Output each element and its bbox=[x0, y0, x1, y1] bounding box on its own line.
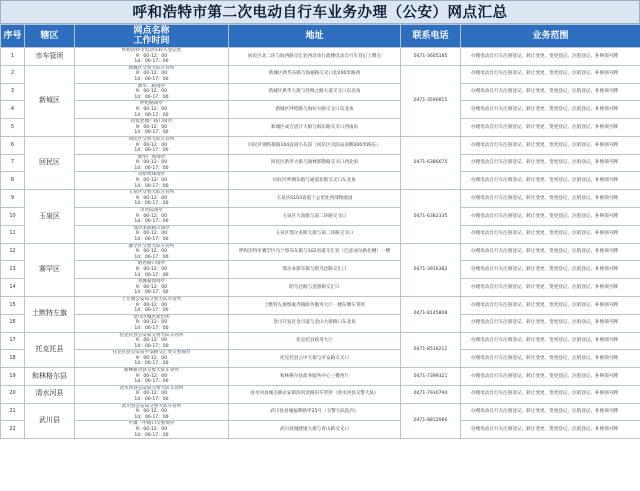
phone-cell: 0471-7399321 bbox=[401, 368, 461, 386]
outlet-name: 托克托县公安局交警大队车管所 bbox=[119, 332, 184, 338]
outlet-name: 武川县公安局交警大队车管所 bbox=[121, 403, 182, 409]
outlet-name: 玉泉区交警大队车管所 bbox=[128, 190, 175, 196]
outlet-cell bbox=[75, 332, 229, 350]
hours-am: 9：00-12：00 bbox=[135, 320, 168, 326]
outlet-cell bbox=[75, 172, 229, 190]
district-cell: 土默特左旗 bbox=[25, 296, 75, 332]
scope-cell: 办理电动自行车注册登记、转让变更、变更登记、注销登记、补换领号牌 bbox=[461, 48, 640, 66]
table-row bbox=[1, 83, 640, 101]
address-cell: 托克托县政务大厅 bbox=[229, 332, 401, 350]
outlet-name: 回民区交警大队车管所 bbox=[128, 136, 175, 142]
outlet-name: 托克托县公安局平安路交汇处交警岗亭 bbox=[112, 350, 191, 356]
scope-cell: 办理电动自行车注册登记、转让变更、变更登记、注销登记、补换领号牌 bbox=[461, 101, 640, 119]
outlet-name: 赛罕区交警大队车管所 bbox=[128, 243, 175, 249]
table-body bbox=[1, 48, 640, 439]
phone-cell: 0471-7930794 bbox=[401, 385, 461, 403]
hours-am: 9：00-12：00 bbox=[135, 213, 168, 219]
outlet-name: 金川区城区派出所 bbox=[133, 314, 170, 320]
district-cell: 玉泉区 bbox=[25, 190, 75, 243]
hours-am: 9：00-12：00 bbox=[135, 284, 168, 290]
hours-am: 9：00-12：00 bbox=[135, 391, 168, 397]
phone-cell: 0471-8518212 bbox=[401, 332, 461, 368]
hours-pm: 14：00-17：00 bbox=[134, 308, 169, 314]
district-cell: 清水河县 bbox=[25, 385, 75, 403]
address-cell: 新城区呼伦路与海拉尔路交叉口东北角 bbox=[229, 101, 401, 119]
table-row bbox=[1, 243, 640, 261]
table-header-row bbox=[1, 25, 640, 48]
address-cell: 玉泉区鄂尔多斯大街与南二环路交叉口 bbox=[229, 225, 401, 243]
outlet-name: 草原明珠岗亭 bbox=[137, 172, 166, 178]
outlet-table bbox=[0, 24, 640, 439]
row-number: 19 bbox=[1, 368, 25, 386]
scope-cell: 办理电动自行车注册登记、转让变更、变更登记、注销登记、补换领号牌 bbox=[461, 421, 640, 439]
hours-am: 9：00-12：00 bbox=[135, 231, 168, 237]
outlet-cell bbox=[75, 403, 229, 421]
hours-am: 9：00-12：00 bbox=[135, 71, 168, 77]
scope-cell: 办理电动自行车注册登记、转让变更、变更登记、注销登记、补换领号牌 bbox=[461, 314, 640, 332]
hours-am: 9：00-12：00 bbox=[135, 338, 168, 344]
table-row bbox=[1, 172, 640, 190]
row-number: 14 bbox=[1, 279, 25, 297]
district-cell: 市车管所 bbox=[25, 48, 75, 66]
table-row bbox=[1, 154, 640, 172]
hours-pm: 14：00-17：00 bbox=[134, 130, 169, 136]
address-cell: 土默特左旗察素齐镇政务服务大厅一楼东侧车管所 bbox=[229, 296, 401, 314]
table-row bbox=[1, 65, 640, 83]
phone-cell: 0471-8812066 bbox=[401, 403, 461, 439]
outlet-cell bbox=[75, 190, 229, 208]
table-row bbox=[1, 190, 640, 208]
table-row bbox=[1, 279, 640, 297]
outlet-cell bbox=[75, 279, 229, 297]
row-number: 4 bbox=[1, 101, 25, 119]
address-cell: 金川开发区金川道与金山大街路口东北角 bbox=[229, 314, 401, 332]
hours-am: 9：00-12：00 bbox=[135, 355, 168, 361]
outlet-name: 清水河县公安局交警大队车管所 bbox=[119, 385, 184, 391]
row-number: 1 bbox=[1, 48, 25, 66]
outlet-name: 呼伦路岗亭 bbox=[140, 101, 163, 107]
hours-pm: 14：00-17：00 bbox=[134, 290, 169, 296]
scope-cell: 办理电动自行车注册登记、转让变更、变更登记、注销登记、补换领号牌 bbox=[461, 190, 640, 208]
hours-pm: 14：00-17：00 bbox=[134, 112, 169, 118]
outlet-cell bbox=[75, 261, 229, 279]
outlet-name: 昭君路口岗亭 bbox=[137, 261, 166, 267]
scope-cell: 办理电动自行车注册登记、转让变更、变更登记、注销登记、补换领号牌 bbox=[461, 243, 640, 261]
header-outlet-hours: 工作时间 bbox=[133, 36, 170, 46]
scope-cell: 办理电动自行车注册登记、转让变更、变更登记、注销登记、补换领号牌 bbox=[461, 154, 640, 172]
table-row bbox=[1, 208, 640, 226]
scope-cell: 办理电动自行车注册登记、转让变更、变更登记、注销登记、补换领号牌 bbox=[461, 119, 640, 137]
table-row bbox=[1, 296, 640, 314]
address-cell: 玉泉区S103省道十公里处西部物流园 bbox=[229, 190, 401, 208]
row-number: 18 bbox=[1, 350, 25, 368]
phone-cell: 0471-6382335 bbox=[401, 190, 461, 243]
hours-am: 9：00-12：00 bbox=[135, 53, 168, 59]
scope-cell: 办理电动自行车注册登记、转让变更、变更登记、注销登记、补换领号牌 bbox=[461, 65, 640, 83]
outlet-cell bbox=[75, 154, 229, 172]
hours-pm: 14：00-17：00 bbox=[134, 325, 169, 331]
hours-am: 9：00-12：00 bbox=[135, 124, 168, 130]
district-cell: 回民区 bbox=[25, 136, 75, 189]
hours-pm: 14：00-17：00 bbox=[134, 148, 169, 154]
scope-cell: 办理电动自行车注册登记、转让变更、变更登记、注销登记、补换领号牌 bbox=[461, 385, 640, 403]
row-number: 6 bbox=[1, 136, 25, 154]
phone-cell: 0471-3605185 bbox=[401, 48, 461, 66]
outlet-cell bbox=[75, 296, 229, 314]
scope-cell: 办理电动自行车注册登记、转让变更、变更登记、注销登记、补换领号牌 bbox=[461, 332, 640, 350]
outlet-cell bbox=[75, 65, 229, 83]
outlet-name: 和林格尔县交警大队车管所 bbox=[123, 368, 180, 374]
hours-pm: 14：00-17：00 bbox=[134, 254, 169, 260]
outlet-name: 可镇一中路口交警岗亭 bbox=[128, 421, 175, 427]
outlet-name: 呼和浩特市电动车转入登记处 bbox=[121, 48, 182, 53]
outlet-cell bbox=[75, 225, 229, 243]
table-row bbox=[1, 421, 640, 439]
outlet-cell bbox=[75, 368, 229, 386]
outlet-cell bbox=[75, 136, 229, 154]
header-address: 地址 bbox=[229, 25, 401, 48]
outlet-name: 市医院岗亭 bbox=[140, 208, 163, 214]
hours-am: 9：00-12：00 bbox=[135, 195, 168, 201]
outlet-cell bbox=[75, 421, 229, 439]
row-number: 10 bbox=[1, 208, 25, 226]
table-row bbox=[1, 48, 640, 66]
outlet-cell bbox=[75, 208, 229, 226]
district-cell: 和林格尔县 bbox=[25, 368, 75, 386]
scope-cell: 办理电动自行车注册登记、转让变更、变更登记、注销登记、补换领号牌 bbox=[461, 261, 640, 279]
outlet-name: 新华广场岗亭 bbox=[137, 154, 166, 160]
address-cell: 和林格尔县政务服务中心三楼西厅 bbox=[229, 368, 401, 386]
hours-pm: 14：00-17：00 bbox=[134, 237, 169, 242]
address-cell: 新城区成吉思汗大街与海东路交叉口西南角 bbox=[229, 119, 401, 137]
address-cell: 昭乌达路与金游街交汇口 bbox=[229, 279, 401, 297]
row-number: 17 bbox=[1, 332, 25, 350]
district-cell: 赛罕区 bbox=[25, 243, 75, 296]
address-cell: 回民区新华大街与锡林郭勒路交叉口西北角 bbox=[229, 154, 401, 172]
address-cell: 新城区新华大街与丝绸之路大道交叉口东北角 bbox=[229, 83, 401, 101]
row-number: 11 bbox=[1, 225, 25, 243]
table-row bbox=[1, 350, 640, 368]
hours-pm: 14：00-17：00 bbox=[134, 432, 169, 438]
address-cell: 回民区呼钢东路与通道北街交叉口东北角 bbox=[229, 172, 401, 190]
hours-am: 9：00-12：00 bbox=[135, 160, 168, 166]
outlet-name: 土左旗公安局交警大队车管所 bbox=[121, 296, 182, 302]
page-title: 呼和浩特市第二次电动自行车业务办理（公安）网点汇总 bbox=[0, 0, 640, 24]
hours-am: 9：00-12：00 bbox=[135, 106, 168, 112]
outlet-name: 鄂尔多斯路口岗亭 bbox=[133, 225, 170, 231]
phone-cell: 0471-3916382 bbox=[401, 243, 461, 296]
header-outlet-name: 网点名称 bbox=[133, 26, 170, 36]
row-number: 7 bbox=[1, 154, 25, 172]
row-number: 9 bbox=[1, 190, 25, 208]
address-cell: 玉泉区大南街与南二环路交叉口 bbox=[229, 208, 401, 226]
row-number: 16 bbox=[1, 314, 25, 332]
outlet-cell bbox=[75, 314, 229, 332]
hours-pm: 14：00-17：00 bbox=[134, 343, 169, 349]
address-cell: 呼和浩特市赛罕区乌兰察布东街与102省道交汇处（巴彦淖尔路北侧）一楼 bbox=[229, 243, 401, 261]
outlet-cell bbox=[75, 83, 229, 101]
scope-cell: 办理电动自行车注册登记、转让变更、变更登记、注销登记、补换领号牌 bbox=[461, 225, 640, 243]
hours-pm: 14：00-17：00 bbox=[134, 59, 169, 65]
outlet-name: 新华二路岗亭 bbox=[137, 83, 166, 89]
row-number: 20 bbox=[1, 385, 25, 403]
scope-cell: 办理电动自行车注册登记、转让变更、变更登记、注销登记、补换领号牌 bbox=[461, 350, 640, 368]
hours-am: 9：00-12：00 bbox=[135, 409, 168, 415]
table-row bbox=[1, 314, 640, 332]
district-cell: 托克托县 bbox=[25, 332, 75, 368]
address-cell: 新城区新华东路与海通路交叉口北200米路西 bbox=[229, 65, 401, 83]
header-phone: 联系电话 bbox=[401, 25, 461, 48]
scope-cell: 办理电动自行车注册登记、转让变更、变更登记、注销登记、补换领号牌 bbox=[461, 368, 640, 386]
hours-pm: 14：00-17：00 bbox=[134, 76, 169, 82]
outlet-cell bbox=[75, 385, 229, 403]
address-cell: 武川县城建康大街与青山路交叉口 bbox=[229, 421, 401, 439]
row-number: 12 bbox=[1, 243, 25, 261]
hours-am: 9：00-12：00 bbox=[135, 89, 168, 95]
scope-cell: 办理电动自行车注册登记、转让变更、变更登记、注销登记、补换领号牌 bbox=[461, 208, 640, 226]
row-number: 15 bbox=[1, 296, 25, 314]
row-number: 22 bbox=[1, 421, 25, 439]
address-cell: 鄂尔多斯东街与昭乌达路交汇口 bbox=[229, 261, 401, 279]
hours-pm: 14：00-17：00 bbox=[134, 379, 169, 385]
table-row bbox=[1, 136, 640, 154]
phone-cell: 0471-8145808 bbox=[401, 296, 461, 332]
address-cell: 清水河县城关镇永安街滨河北路旧车管所（清水河县交警大队） bbox=[229, 385, 401, 403]
hours-am: 9：00-12：00 bbox=[135, 249, 168, 255]
row-number: 2 bbox=[1, 65, 25, 83]
address-cell: 武川县县城福利路甲25号（交警大队院内） bbox=[229, 403, 401, 421]
hours-pm: 14：00-17：00 bbox=[134, 165, 169, 171]
phone-cell: 0471-6386675 bbox=[401, 136, 461, 189]
row-number: 13 bbox=[1, 261, 25, 279]
hours-am: 9：00-12：00 bbox=[135, 266, 168, 272]
table-row bbox=[1, 385, 640, 403]
outlet-cell bbox=[75, 243, 229, 261]
row-number: 3 bbox=[1, 83, 25, 101]
table-row bbox=[1, 101, 640, 119]
hours-pm: 14：00-17：00 bbox=[134, 414, 169, 420]
hours-am: 9：00-12：00 bbox=[135, 178, 168, 184]
hours-am: 9：00-12：00 bbox=[135, 373, 168, 379]
hours-pm: 14：00-17：00 bbox=[134, 201, 169, 207]
hours-pm: 14：00-17：00 bbox=[134, 94, 169, 100]
scope-cell: 办理电动自行车注册登记、转让变更、变更登记、注销登记、补换领号牌 bbox=[461, 136, 640, 154]
hours-pm: 14：00-17：00 bbox=[134, 361, 169, 367]
hours-pm: 14：00-17：00 bbox=[134, 219, 169, 225]
header-district: 辖区 bbox=[25, 25, 75, 48]
outlet-name: 投促处理厂路口岗亭 bbox=[130, 119, 173, 125]
scope-cell: 办理电动自行车注册登记、转让变更、变更登记、注销登记、补换领号牌 bbox=[461, 279, 640, 297]
table-row bbox=[1, 119, 640, 137]
table-row bbox=[1, 261, 640, 279]
hours-pm: 14：00-17：00 bbox=[134, 272, 169, 278]
hours-am: 9：00-12：00 bbox=[135, 142, 168, 148]
outlet-cell bbox=[75, 101, 229, 119]
hours-am: 9：00-12：00 bbox=[135, 302, 168, 308]
header-outlet bbox=[75, 25, 229, 48]
scope-cell: 办理电动自行车注册登记、转让变更、变更登记、注销登记、补换领号牌 bbox=[461, 403, 640, 421]
phone-cell: 0471-3596815 bbox=[401, 65, 461, 136]
scope-cell: 办理电动自行车注册登记、转让变更、变更登记、注销登记、补换领号牌 bbox=[461, 172, 640, 190]
row-number: 8 bbox=[1, 172, 25, 190]
scope-cell: 办理电动自行车注册登记、转让变更、变更登记、注销登记、补换领号牌 bbox=[461, 83, 640, 101]
outlet-cell bbox=[75, 119, 229, 137]
row-number: 5 bbox=[1, 119, 25, 137]
table-row bbox=[1, 225, 640, 243]
address-cell: 托克托县云中大街与平安路交叉口 bbox=[229, 350, 401, 368]
scope-cell: 办理电动自行车注册登记、转让变更、变更登记、注销登记、补换领号牌 bbox=[461, 296, 640, 314]
outlet-name: 新城区交警大队车管所 bbox=[128, 65, 175, 71]
header-scope: 业务范围 bbox=[461, 25, 640, 48]
address-cell: 回民区钢铁街路104省道小东段（回民区司法局南侧300米路东） bbox=[229, 136, 401, 154]
outlet-name: 青城嘉园岗亭 bbox=[137, 279, 166, 285]
hours-pm: 14：00-17：00 bbox=[134, 183, 169, 189]
outlet-cell bbox=[75, 350, 229, 368]
hours-am: 9：00-12：00 bbox=[135, 427, 168, 432]
district-cell: 新城区 bbox=[25, 65, 75, 136]
address-cell: 回民区北二环与海西路交汇处西北角行政楼电动自行车登记上牌点 bbox=[229, 48, 401, 66]
hours-pm: 14：00-17：00 bbox=[134, 397, 169, 403]
header-no: 序号 bbox=[1, 25, 25, 48]
district-cell: 武川县 bbox=[25, 403, 75, 439]
row-number: 21 bbox=[1, 403, 25, 421]
table-row bbox=[1, 368, 640, 386]
outlet-cell bbox=[75, 48, 229, 66]
table-row bbox=[1, 332, 640, 350]
table-row bbox=[1, 403, 640, 421]
